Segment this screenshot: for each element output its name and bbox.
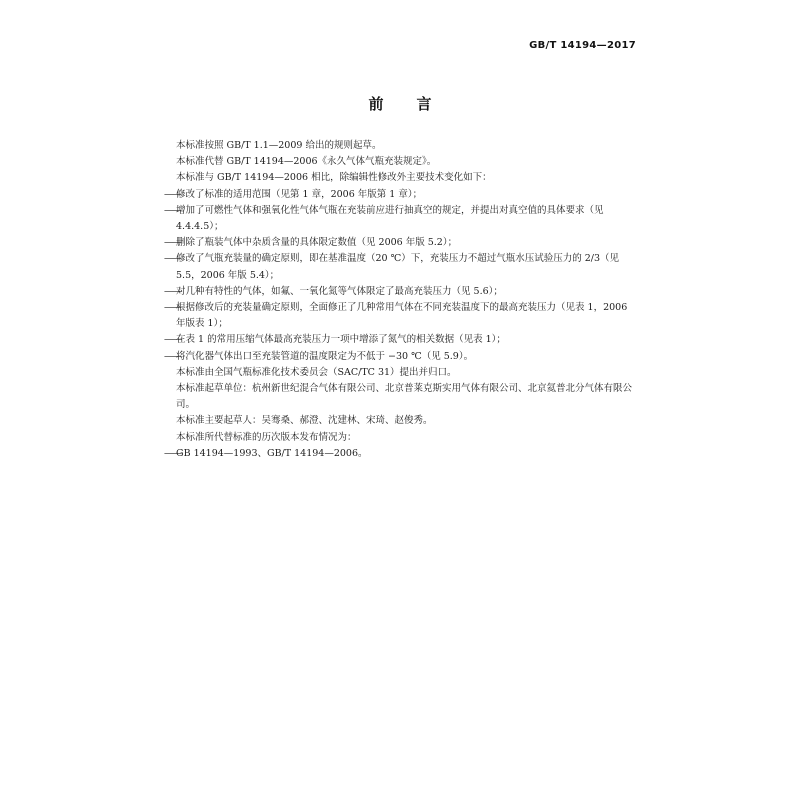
paragraph-replaces: 本标准代替 GB/T 14194—2006《永久气体气瓶充装规定》。 <box>176 156 437 168</box>
change-item <box>164 332 638 348</box>
change-item <box>164 187 638 203</box>
paragraph-drafting-units: 本标准起草单位：杭州新世纪混合气体有限公司、北京普莱克斯实用气体有限公司、北京氦普北分气体有限公司。 <box>176 383 633 411</box>
change-item <box>164 235 638 251</box>
paragraph-changes-intro: 本标准与 GB/T 14194—2006 相比，除编辑性修改外主要技术变化如下： <box>176 172 492 184</box>
change-item <box>164 251 638 283</box>
paragraph-history-intro: 本标准所代替标准的历次版本发布情况为： <box>176 431 357 443</box>
change-item <box>164 300 638 332</box>
change-item <box>164 349 638 365</box>
foreword-body <box>164 138 638 462</box>
standard-number: GB/T 14194—2017 <box>529 40 636 51</box>
change-item-text: 修改了气瓶充装量的确定原则，即在基准温度（20 ℃）下，充装压力不超过气瓶水压试验压力的 2/3（见 5.5，2006 年版 5.4）； <box>176 253 620 281</box>
history-item-text: GB 14194—1993、GB/T 14194—2006。 <box>176 447 368 459</box>
change-item-text: 增加了可燃性气体和强氧化性气体气瓶在充装前应进行抽真空的规定，并提出对真空值的具体要求（见 4.4.4.5）； <box>176 204 604 233</box>
dash-marker: —— <box>164 237 181 249</box>
change-item-text: 删除了瓶装气体中杂质含量的具体限定数值（见 2006 年版 5.2）； <box>176 237 458 249</box>
dash-marker: —— <box>164 334 181 346</box>
paragraph-drafting-rules: 本标准按照 GB/T 1.1—2009 给出的规则起草。 <box>176 140 382 151</box>
dash-marker: —— <box>164 253 181 265</box>
paragraph-proposed-by: 本标准由全国气瓶标准化技术委员会（SAC/TC 31）提出并归口。 <box>176 366 457 378</box>
change-item <box>164 284 638 300</box>
dash-marker: —— <box>164 350 181 362</box>
dash-marker: —— <box>164 302 181 314</box>
dash-marker: —— <box>164 204 181 216</box>
dash-marker: —— <box>164 447 181 459</box>
change-item-text: 将汽化器气体出口至充装管道的温度限定为不低于 −30 ℃（见 5.9）。 <box>176 350 474 362</box>
change-item-text: 在表 1 的常用压缩气体最高充装压力一项中增添了氮气的相关数据（见表 1）； <box>176 334 506 346</box>
change-item <box>164 203 638 235</box>
dash-marker: —— <box>164 285 181 297</box>
change-item-text: 修改了标准的适用范围（见第 1 章，2006 年版第 1 章）； <box>176 188 423 200</box>
dash-marker: —— <box>164 188 181 200</box>
change-item-text: 根据修改后的充装量确定原则，全面修正了几种常用气体在不同充装温度下的最高充装压力（见表 1，2006 年版表 1）； <box>176 302 628 330</box>
paragraph-drafters: 本标准主要起草人：吴骞桑、郝澄、沈建林、宋琦、赵俊秀。 <box>176 415 433 427</box>
history-item <box>164 446 638 462</box>
page-title: 前言 <box>368 95 465 113</box>
change-item-text: 对几种有特性的气体，如氟、一氧化氮等气体限定了最高充装压力（见 5.6）； <box>176 285 503 297</box>
